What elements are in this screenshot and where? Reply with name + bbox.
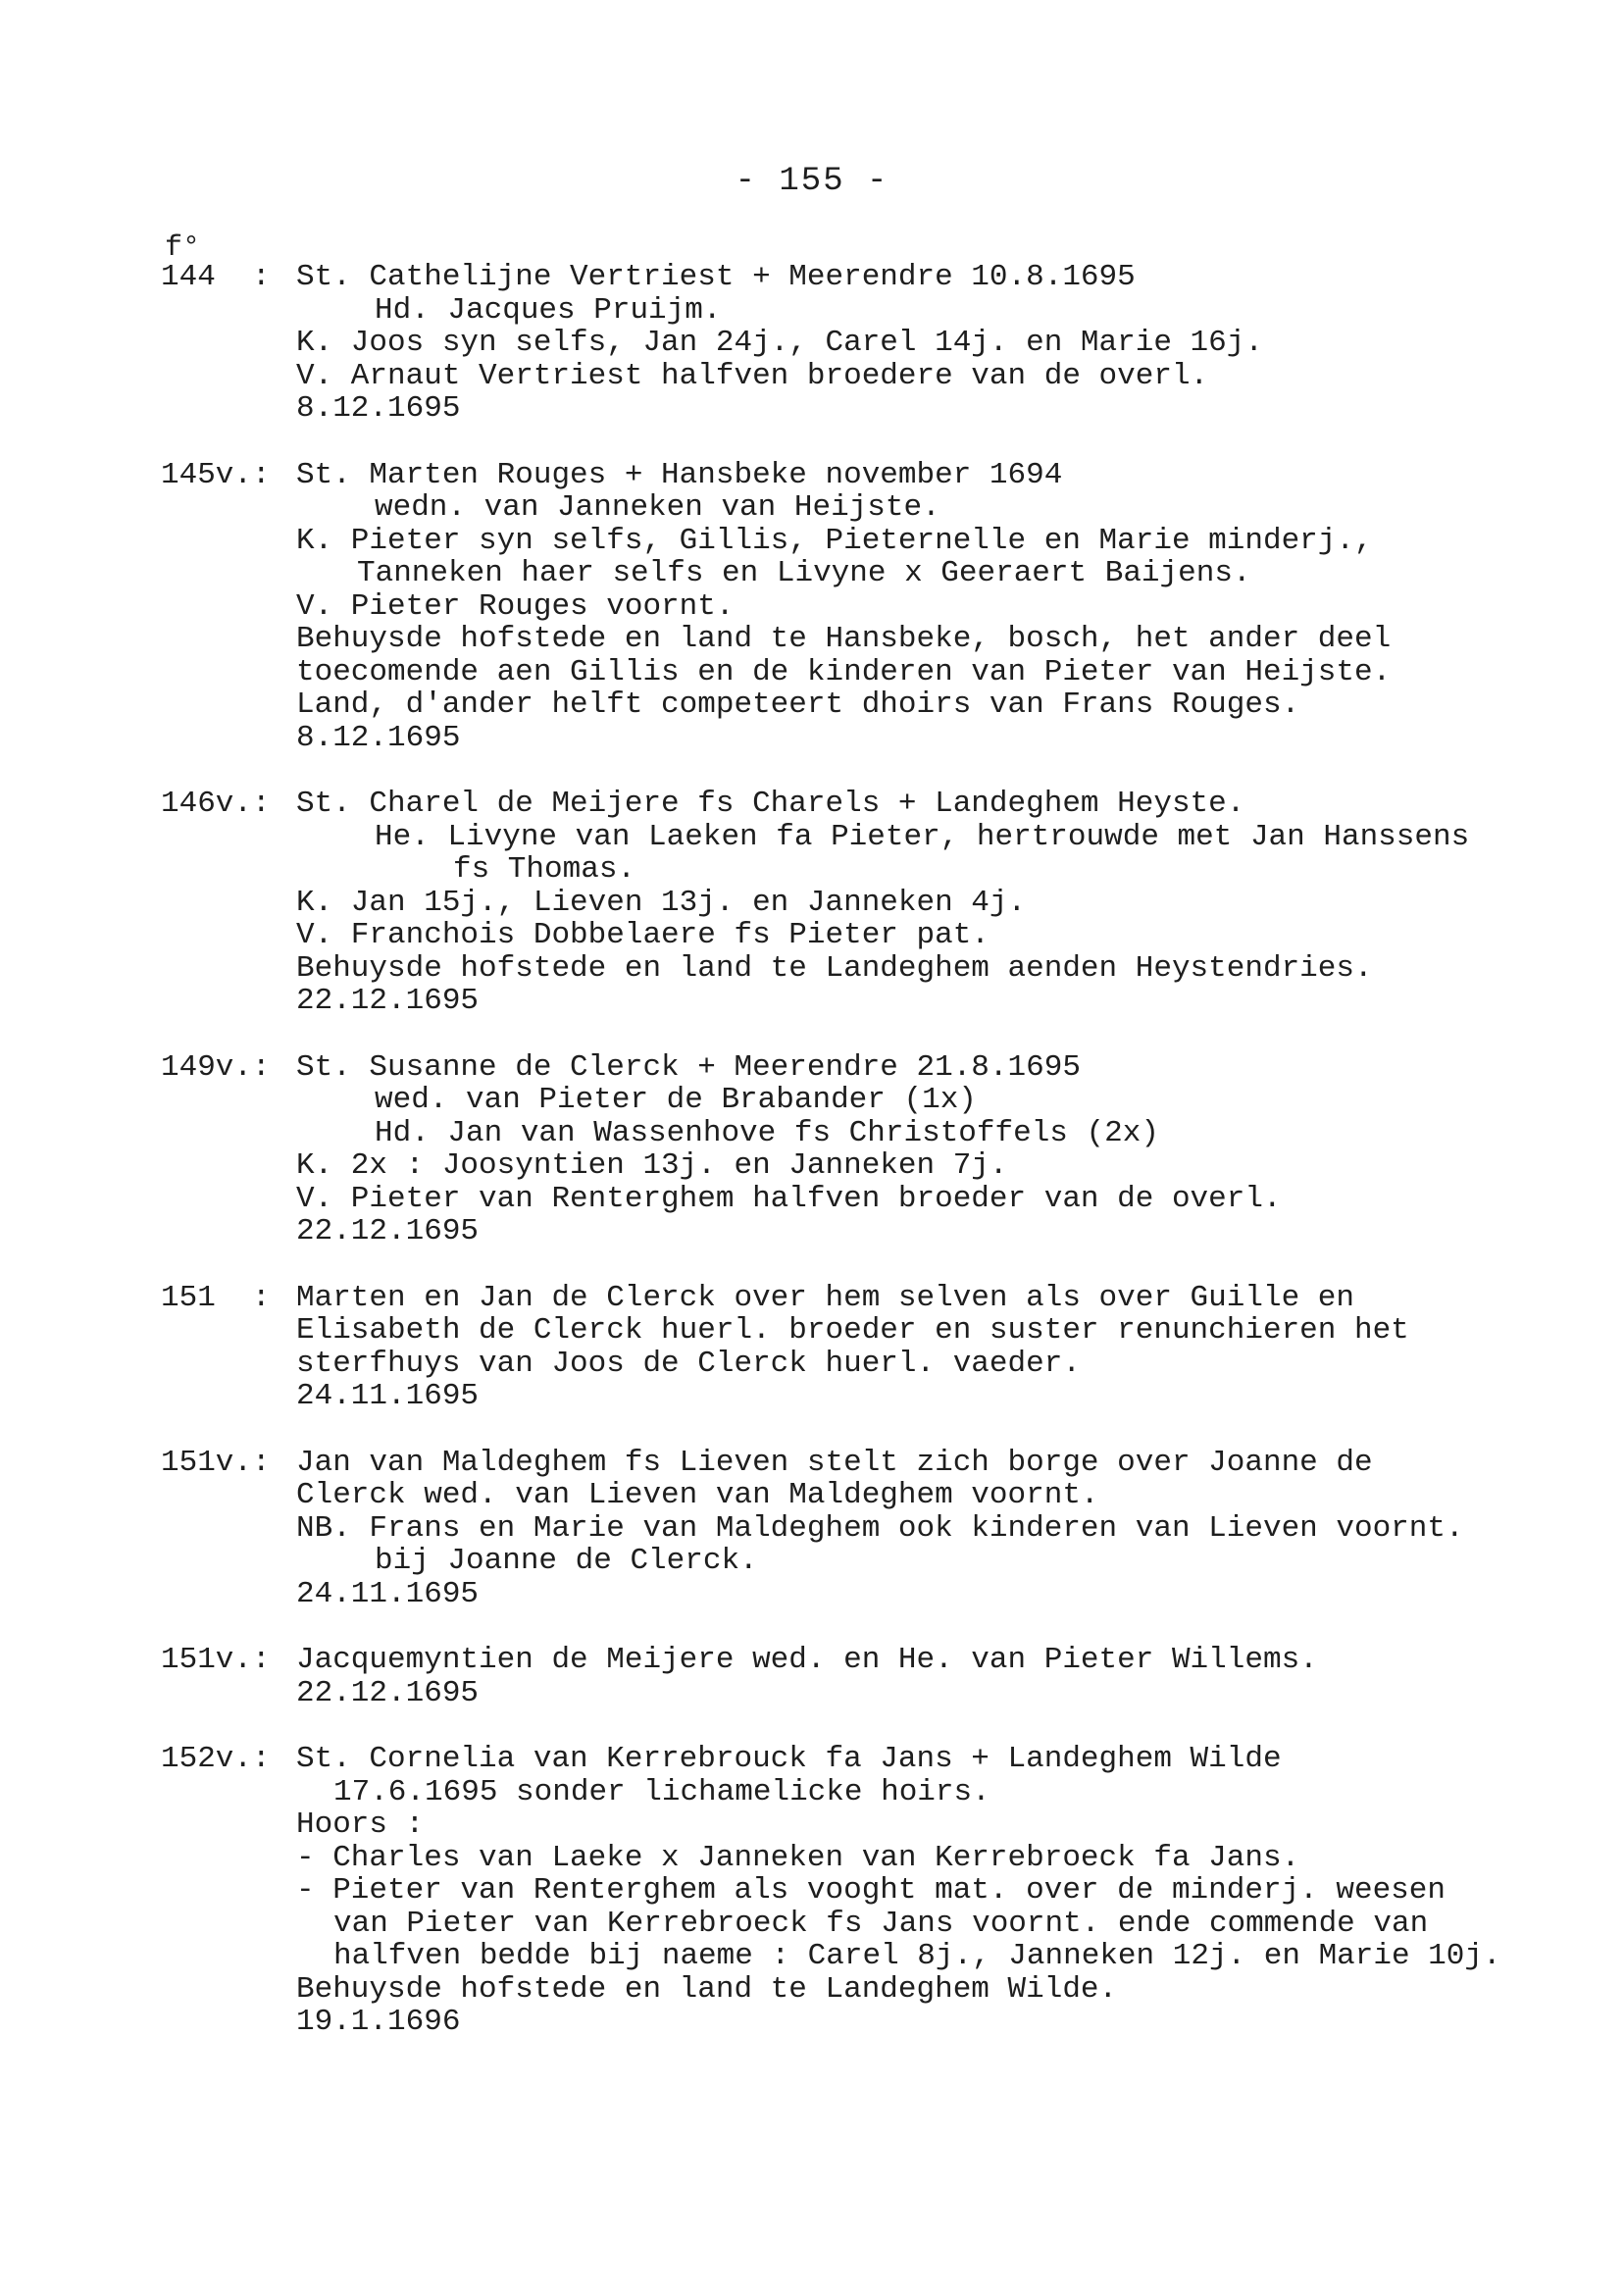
entry-line: wed. van Pieter de Brabander (1x) xyxy=(375,1083,977,1117)
entry xyxy=(0,1743,1624,2039)
entry-line: V. Pieter Rouges voornt. xyxy=(296,588,735,624)
entry-line: sterfhuys van Joos de Clerck huerl. vaeder. xyxy=(296,1346,1081,1381)
entry-line: Jacquemyntien de Meijere wed. en He. van Pieter Willems. xyxy=(296,1643,1318,1677)
folio-number: 151v.: xyxy=(161,1445,271,1480)
folio-number: 152v.: xyxy=(161,1742,271,1776)
folio-heading: f° xyxy=(165,231,201,265)
entry-line: St. Charel de Meijere fs Charels + Landeghem Heyste. xyxy=(296,787,1245,821)
entry-line: NB. Frans en Marie van Maldeghem ook kinderen van Lieven voornt. xyxy=(296,1510,1464,1546)
entry-body xyxy=(296,1051,1624,1248)
entry-line: V. Pieter van Renterghem halfven broeder van de overl. xyxy=(296,1181,1282,1216)
entry-line: toecomende aen Gillis en de kinderen van Pieter van Heijste. xyxy=(296,654,1392,689)
entry-line: Hoors : xyxy=(296,1807,425,1842)
entry-line: K. Joos syn selfs, Jan 24j., Carel 14j. en Marie 16j. xyxy=(296,326,1263,360)
entry-line: K. 2x : Joosyntien 13j. en Janneken 7j. xyxy=(296,1148,1008,1183)
entry-line: Behuysde hofstede en land te Hansbeke, bosch, het ander deel xyxy=(296,622,1392,656)
entry xyxy=(0,1644,1624,1709)
entry-line: wedn. van Janneken van Heijste. xyxy=(375,490,940,525)
entry-line: 24.11.1695 xyxy=(296,1576,480,1611)
folio-number: 149v.: xyxy=(161,1049,271,1085)
entry-line: 17.6.1695 sonder lichamelicke hoirs. xyxy=(333,1774,990,1809)
entry-line: Behuysde hofstede en land te Landeghem Wilde. xyxy=(296,1971,1118,2007)
entry-line: Behuysde hofstede en land te Landeghem aenden Heystendries. xyxy=(296,950,1373,986)
entry xyxy=(0,459,1624,755)
entry-line: He. Livyne van Laeken fa Pieter, hertrouwde met Jan Hanssens xyxy=(375,819,1470,854)
entry-line: K. Jan 15j., Lieven 13j. en Janneken 4j. xyxy=(296,885,1027,920)
entry-body xyxy=(296,261,1624,426)
entry-line: bij Joanne de Clerck. xyxy=(375,1544,758,1578)
entry-line: 8.12.1695 xyxy=(296,720,461,755)
entry-line: Hd. Jan van Wassenhove fs Christoffels (2x) xyxy=(375,1115,1159,1150)
entry-body xyxy=(296,459,1624,755)
entry xyxy=(0,1447,1624,1611)
folio-number: 144 : xyxy=(161,260,271,294)
entry-line: Clerck wed. van Lieven van Maldeghem voornt. xyxy=(296,1478,1099,1512)
entry xyxy=(0,261,1624,426)
entry-line: Land, d'ander helft competeert dhoirs van Frans Rouges. xyxy=(296,687,1300,722)
entry-line: fs Thomas. xyxy=(453,852,636,887)
entry-line: 22.12.1695 xyxy=(296,984,480,1018)
entry xyxy=(0,1051,1624,1248)
entry-body xyxy=(296,1743,1624,2039)
folio-number: 146v.: xyxy=(161,787,271,821)
entries-list xyxy=(0,261,1624,2072)
entry-body xyxy=(296,1282,1624,1413)
entry-line: 24.11.1695 xyxy=(296,1379,480,1413)
entry-line: V. Arnaut Vertriest halfven broedere van de overl. xyxy=(296,358,1209,393)
entry-line: V. Franchois Dobbelaere fs Pieter pat. xyxy=(296,918,990,952)
entry-line: - Charles van Laeke x Janneken van Kerrebroeck fa Jans. xyxy=(296,1840,1300,1875)
entry xyxy=(0,788,1624,1018)
entry-line: - Pieter van Renterghem als vooght mat. over de minderj. weesen xyxy=(296,1873,1446,1908)
folio-number: 151v.: xyxy=(161,1643,271,1677)
entry-body xyxy=(296,1644,1624,1709)
entry-line: Jan van Maldeghem fs Lieven stelt zich borge over Joanne de xyxy=(296,1445,1373,1480)
entry-line: halfven bedde bij naeme : Carel 8j., Janneken 12j. en Marie 10j. xyxy=(333,1939,1501,1973)
folio-number: 145v.: xyxy=(161,457,271,492)
entry-body xyxy=(296,1447,1624,1611)
entry-line: Hd. Jacques Pruijm. xyxy=(375,292,722,328)
entry-line: St. Susanne de Clerck + Meerendre 21.8.1695 xyxy=(296,1049,1081,1085)
entry-line: K. Pieter syn selfs, Gillis, Pieternelle en Marie minderj., xyxy=(296,523,1373,558)
entry-body xyxy=(296,788,1624,1018)
entry-line: 19.1.1696 xyxy=(296,2005,461,2039)
page-number: - 155 - xyxy=(735,163,889,200)
entry-line: Tanneken haer selfs en Livyne x Geeraert Baijens. xyxy=(357,556,1251,590)
entry-line: van Pieter van Kerrebroeck fs Jans voornt. ende commende van xyxy=(333,1906,1429,1941)
entry-line: Marten en Jan de Clerck over hem selven als over Guille en xyxy=(296,1280,1354,1315)
entry-line: 8.12.1695 xyxy=(296,391,461,426)
folio-number: 151 : xyxy=(161,1280,271,1315)
entry-line: St. Cornelia van Kerrebrouck fa Jans + Landeghem Wilde xyxy=(296,1742,1282,1776)
entry-line: St. Marten Rouges + Hansbeke november 1694 xyxy=(296,457,1063,492)
entry-line: St. Cathelijne Vertriest + Meerendre 10.8.1695 xyxy=(296,260,1136,294)
entry-line: 22.12.1695 xyxy=(296,1675,480,1710)
entry-line: Elisabeth de Clerck huerl. broeder en suster renunchieren het xyxy=(296,1313,1409,1348)
entry xyxy=(0,1282,1624,1413)
entry-line: 22.12.1695 xyxy=(296,1214,480,1248)
